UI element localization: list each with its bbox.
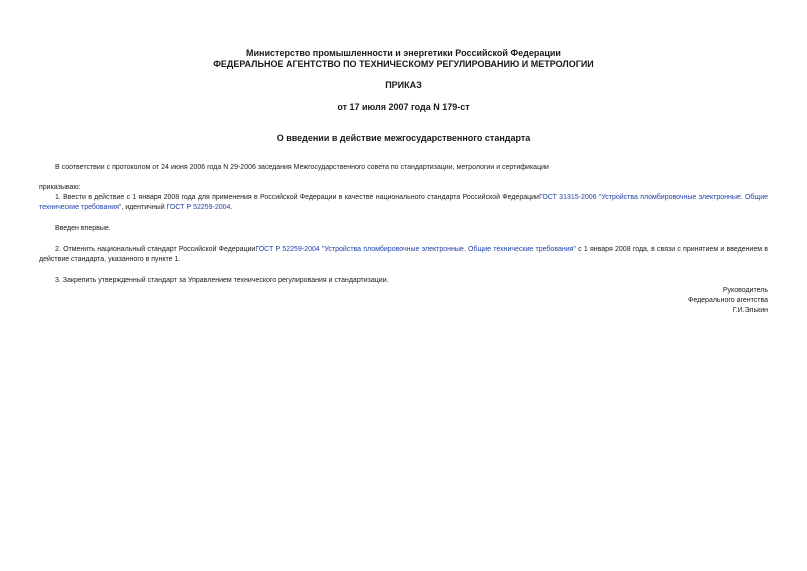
item1-text-after: . — [230, 204, 233, 211]
order-item-2 — [39, 245, 768, 265]
item1-text-middle: , идентичный — [121, 204, 167, 211]
ministry-heading: Министерство промышленности и энергетики Российской Федерации — [246, 48, 561, 58]
order-item-3: 3. Закрепить утвержденный стандарт за Управлением технического регулирования и стандартизации. — [55, 277, 389, 284]
document-subject: О введении в действие межгосударственного стандарта — [276, 133, 531, 143]
agency-heading: ФЕДЕРАЛЬНОЕ АГЕНТСТВО ПО ТЕХНИЧЕСКОМУ РЕГУЛИРОВАНИЮ И МЕТРОЛОГИИ — [213, 59, 594, 69]
gost-r-52259-link[interactable]: ГОСТ Р 52259-2004 — [166, 204, 231, 211]
document-type: ПРИКАЗ — [385, 80, 422, 90]
order-item-1 — [39, 193, 768, 213]
signature-agency: Федерального агентства — [688, 297, 768, 304]
signature-role: Руководитель — [722, 287, 768, 294]
intro-note: Введен впервые. — [55, 225, 111, 232]
order-word: приказываю: — [39, 184, 81, 191]
gost-31315-link[interactable]: ГОСТ 31315-2006 "Устройства пломбировочные электронные. Общие технические требования" — [39, 194, 768, 211]
date-number: от 17 июля 2007 года N 179-ст — [337, 102, 470, 112]
item2-text-before: 2. Отменить национальный стандарт Российской Федерации — [55, 246, 256, 253]
gost-r-52259-cancel-link[interactable]: ГОСТ Р 52259-2004 "Устройства пломбировочные электронные. Общие технические требования" — [255, 246, 576, 253]
preamble: В соответствии с протоколом от 24 июня 2006 года N 29-2006 заседания Межгосударственного совета по стандартизации, метрологии и сертификации — [55, 164, 549, 171]
item2-text-after: с 1 января 2008 года, в связи с принятием и введением в действие стандарта, указанного в пункте 1. — [39, 246, 768, 263]
signature-name: Г.И.Элькин — [732, 307, 768, 314]
item1-text-before: 1. Ввести в действие с 1 января 2008 года для применения в Российской Федерации в качестве национального стандарта Российской Федерации — [55, 194, 539, 201]
